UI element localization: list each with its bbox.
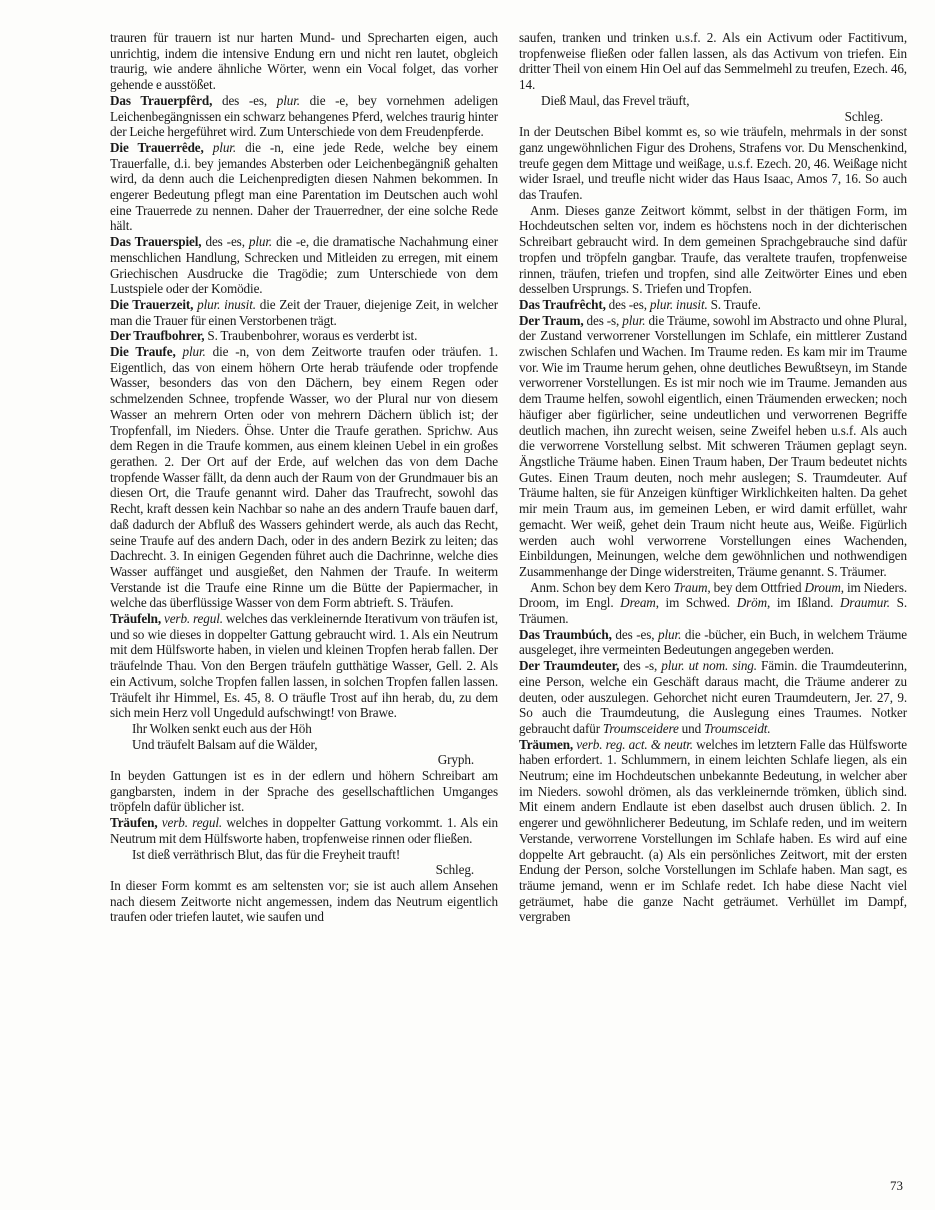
paragraph: [519, 203, 907, 297]
dictionary-entry: [519, 658, 907, 737]
dictionary-entry: [519, 737, 907, 925]
verse-quote: [519, 93, 907, 109]
grammar-label: plur.: [276, 92, 300, 108]
paragraph: [519, 580, 907, 627]
grammar-label: plur. inusit.: [197, 296, 256, 312]
grammar-label: plur. ut nom. sing.: [661, 658, 757, 674]
grammar-label: verb. reg. act. & neutr.: [576, 736, 693, 752]
paragraph: [519, 124, 907, 203]
verse-line: Ihr Wolken senkt euch aus der Höh: [132, 720, 312, 736]
text-run: des -s,: [583, 312, 623, 328]
text-run: [204, 140, 213, 155]
dictionary-entry: [110, 328, 498, 344]
headword: Träufen,: [110, 815, 158, 831]
grammar-label: Dream: [620, 595, 656, 611]
headword: Das Trauerspiel,: [110, 234, 202, 250]
paragraph: [110, 768, 498, 815]
grammar-label: Draumur.: [839, 595, 890, 611]
quote-attribution: Schleg.: [435, 862, 474, 878]
text-columns: [110, 30, 907, 925]
page-number: 73: [890, 1178, 903, 1193]
dictionary-entry: [110, 297, 498, 328]
text-run: S. Träumen.: [519, 595, 907, 627]
grammar-label: Traum: [673, 579, 708, 595]
text-run: Anm. Schon bey dem Kero: [530, 579, 674, 595]
text-run: , im Nieders. Droom, im Engl.: [519, 579, 908, 611]
headword: Träufeln,: [110, 611, 162, 627]
headword: Die Trauerzeit,: [110, 296, 194, 312]
text-run: S. Traufe.: [707, 296, 761, 312]
text-run: die -e, bey vornehmen adeligen Leichenbegängnissen ein schwarz behangenes Pferd, welches traurig hinter der Leiche hergeführet wird. Zum Unterschiede von dem Freudenpferde.: [110, 92, 498, 140]
quote-attribution: Schleg.: [844, 108, 883, 124]
left-column: [110, 30, 498, 925]
grammar-label: plur.: [622, 312, 646, 328]
text-run: die -bücher, ein Buch, in welchem Träume ausgeleget, ihre vermeinten Bedeutungen angegeben werden.: [519, 626, 907, 658]
text-run: die Träume, sowohl im Abstracto und ohne Plural, der Zustand verworrener Vorstellungen im Schlafe, ein mittlerer Zustand zwischen Schlafen und Wachen. Im Traume reden. Es kam mir im Traume vor. Wie im Traume herum gehen, ohne deutliches Bewußtseyn, im Stande verworrener Vorstellungen. Es ist mir noch wie im Traume. Jemanden aus dem Traume helfen, sowohl eigentlich, einen Träumenden erwecken; noch häufiger aber figürlicher, seine undeutlichen und verworrenen Begriffe deutlich machen, ihn zurecht weisen, seine Zweifel heben u.s.f. Als auch die verworrene Vorstellung selbst. Mit schweren Träumen geplagt seyn. Ängstliche Träume haben. Einen Traum haben, Der Traum bedeutet nichts Gutes. Einen Traum deuten, noch mehr auslegen; S. Traumdeuter. Auf Träume halten, sie für Anzeigen künftiger Wirklichkeiten halten. Da gehet mir mein Traum aus, im gemeinen Leben, er wird damit erfüllet, wahr gemacht. Wer weiß, gehet dein Traum nicht heute aus, Weiße. Figürlich werden auch wohl verworrene Vorstellungen eines Wachenden, Einbildungen, Meinungen, welche dem gewöhnlichen und nothwendigen Zusammenhange der Dinge widerstreiten, Träume genannt. S. Träumer.: [519, 312, 907, 579]
headword: Der Traumdeuter,: [519, 658, 620, 674]
grammar-label: plur.: [212, 139, 237, 155]
text-run: trauren für trauern ist nur harten Mund- und Sprecharten eigen, auch unrichtig, indem die intensive Endung ern und nicht ren lautet, obgleich traurig, wie andere ähnliche Wörter, wenn ein Vocal folget, das vorher gehende e ausstößet.: [110, 30, 498, 93]
text-run: Anm. Dieses ganze Zeitwort kömmt, selbst in der thätigen Form, im Hochdeutschen selten vor, indem es höchstens noch in der dichterischen Schreibart gebraucht wird. In dem gemeinen Sprachgebrauche sind dafür tropfen und tröpfeln gangbar. Traufe, das veraltete traufen, tropfenweise rinnen, träufen, triefen und tropfen, sind alle Zeitwörter Eines und eben desselben Ursprungs. S. Triefen und Tropfen.: [519, 202, 907, 297]
text-run: des -es,: [212, 92, 277, 108]
dictionary-entry: [519, 297, 907, 313]
dictionary-entry: [110, 611, 498, 721]
text-run: die -e, die dramatische Nachahmung einer menschlichen Handlung, Schrecken und Mitleiden zu erregen, mit einem Griechischen Ausdrucke die Tragödie; zum Unterschiede von dem Lustspiele oder der Komödie.: [110, 234, 499, 297]
paragraph: [110, 30, 498, 93]
quote-attribution: Gryph.: [437, 752, 474, 768]
text-run: des -es,: [201, 234, 249, 250]
text-run: des -es,: [605, 296, 650, 312]
text-run: saufen, tranken und trinken u.s.f. 2. Als ein Activum oder Factitivum, tropfenweise fließen oder fallen lassen, als das Activum von triefen. Ein dritter Theil von einem Hin Oel auf das Semmelmehl zu treufen, Ezech. 46, 14.: [519, 30, 907, 93]
grammar-label: Dröm: [736, 595, 768, 611]
headword: Die Trauerrêde,: [110, 139, 204, 155]
text-run: die Zeit der Trauer, diejenige Zeit, in welcher man die Trauer für einen Verstorbenen trägt.: [110, 296, 498, 328]
text-run: welches im letztern Falle das Hülfsworte haben erfordert. 1. Schlummern, in einem leichten Schlafe liegen, als ein Neutrum; eine im Hochdeutschen unbekannte Bedeutung, in welcher aber im Nieders. sowohl drömen, als das verkleinernde trömken, üblich sind. Mit einem andern Endlaute ist eben daselbst auch drusen üblich. 2. In engerer und gewöhnlicherer Bedeutung, im Schlafe reden, und im weitern Verstande, verworrene Vorstellungen im Schlafe haben. Es wird auf eine doppelte Art gebraucht. (a) Als ein persönliches Zeitwort, mit der ersten Endung der Person, solche Vorstellungen im Schlafe haben. Man sagt, es träume jemand, wenn er im Schlafe redet. Ich habe diese Nacht viel geträumet, habe die ganze Nacht geträumet. Verhüllet im Dampf, vergraben: [519, 736, 907, 925]
headword: Der Traum,: [519, 312, 584, 328]
text-run: In beyden Gattungen ist es in der edlern und höhern Schreibart am gangbarsten, indem in der Sprache des gesellschaftlichen Umganges tröpfeln dafür üblicher ist.: [110, 768, 498, 815]
grammar-label: Troumsceidt.: [703, 720, 771, 736]
text-run: In der Deutschen Bibel kommt es, so wie träufeln, mehrmals in der sonst ganz ungewöhnlichen Figur des Drohens, Strafens vor. Du Menschenkind, treufe gegen dem Mittage und weißage, u.s.f. Ezech. 20, 46. Weißage nicht wider Israel, und treufle nicht wider das Haus Isaac, Amos 7, 16. So auch das Traufen.: [519, 124, 907, 203]
dictionary-entry: [110, 93, 498, 140]
text-run: die -n, eine jede Rede, welche bey einem Trauerfalle, d.i. bey jemandes Absterben oder Leichenbegängniß gehalten wird, da denn auch die Leichenpredigten diesen Nahmen bekommen. In engerer Bedeutung pflegt man eine Parentation im Deutschen auch wohl eine Trauerrede zu nennen. Daher der Trauerredner, der eine solche Rede hält.: [110, 139, 499, 234]
grammar-label: verb. regul.: [163, 611, 223, 627]
verse-quote: [110, 721, 498, 752]
headword: Das Traufrêcht,: [519, 296, 606, 312]
verse-line: Und träufelt Balsam auf die Wälder,: [132, 736, 318, 752]
grammar-label: Troumsceidere: [602, 720, 679, 736]
text-run: S. Traubenbohrer, woraus es verderbt ist.: [204, 328, 418, 344]
dictionary-entry: [110, 140, 498, 234]
headword: Die Traufe,: [110, 344, 176, 360]
text-run: Fämin. die Traumdeuterinn, eine Person, welche ein Geschäft daraus macht, die Träume anderer zu deuten, oder auszulegen. Gehorchet nicht euren Traumdeutern, Jer. 27, 9. So auch die Traumdeutung, die Auslegung eines Traumes. Notker gebraucht dafür: [519, 658, 907, 736]
text-run: , im Ißland.: [767, 595, 840, 611]
grammar-label: plur. inusit.: [649, 296, 708, 312]
dictionary-entry: [110, 815, 498, 846]
dictionary-entry: [519, 313, 907, 580]
grammar-label: Droum: [804, 579, 841, 595]
headword: Träumen,: [519, 736, 574, 752]
grammar-label: plur.: [248, 234, 273, 250]
text-run: welches das verkleinernde Iterativum von träufen ist, und so wie dieses in doppelter Gattung gebraucht wird. 1. Als ein Neutrum mit dem Hülfsworte haben, in vielen und kleinen Tropfen herab fallen. Der träufelnde Thau. Von den Bergen träufeln gutthätige Wasser, Gell. 2. Als ein Activum, solche Tropfen fallen lassen, in solchen Tropfen fallen lassen. Träufelt ihr Himmel, Es. 45, 8. O träufle Trost auf ihn herab, du, zu dem sich mein Herz voll Ungeduld aufschwingt! von Brawe.: [110, 611, 498, 721]
text-run: , im Schwed.: [655, 595, 737, 611]
text-run: des -es,: [611, 626, 659, 642]
paragraph: [519, 30, 907, 93]
headword: Das Trauerpfêrd,: [110, 92, 213, 108]
dictionary-entry: [110, 344, 498, 611]
text-run: welches in doppelter Gattung vorkommt. 1. Als ein Neutrum mit dem Hülfsworte haben, tropfenweise rinnen oder fließen.: [110, 815, 498, 846]
paragraph: [110, 878, 498, 925]
verse-line: Ist dieß verräthrisch Blut, das für die Freyheit trauft!: [132, 846, 401, 862]
verse-line: Dieß Maul, das Frevel träuft,: [541, 92, 690, 108]
text-run: des -s,: [619, 658, 662, 674]
headword: Das Traumbúch,: [519, 626, 612, 642]
text-run: , bey dem Ottfried: [707, 579, 805, 595]
text-run: In dieser Form kommt es am seltensten vor; sie ist auch allem Ansehen nach diesem Zeitworte nicht angemessen, indem das Neutrum eigentlich traufen oder triefen lautet, wie saufen und: [110, 877, 498, 925]
grammar-label: verb. regul.: [161, 815, 223, 831]
text-run: und: [678, 720, 704, 736]
right-column: [519, 30, 907, 925]
headword: Der Traufbohrer,: [110, 328, 205, 344]
dictionary-entry: [519, 627, 907, 658]
dictionary-entry: [110, 234, 498, 297]
text-run: [176, 344, 183, 359]
text-run: die -n, von dem Zeitworte traufen oder träufen. 1. Eigentlich, das von einem höhern Orte herab träufende oder tropfende Wasser, besonders das von den Dächern, bey einem Regen oder schmelzenden Schnee, tropfende Wasser, wo der Plural nur von diesem Wasser an mehrern Orten oder von mehrern Dächern üblich ist; der Tropfenfall, im Nieders. Öhse. Unter die Traufe gerathen. Sprichw. Aus dem Regen in die Traufe kommen, aus einem kleinen Uebel in ein großes gerathen. 2. Der Ort auf der Erde, auf welchen das von dem Dache tropfende Wasser fällt, da denn auch der Raum von der Grundmauer bis an diesen Ort, die Traufe genannt wird. Daher das Traufrecht, sowohl das Recht, kraft dessen kein Nachbar so nahe an des andern Traufe bauen darf, daß dadurch der Abfluß des Wassers gehindert werde, als auch das Recht, seine Traufe auf des andern Dach, oder in des andern Bezirk zu leiten; das Dachrecht. 3. In einigen Gegenden führet auch die Dachrinne, welche dies Wasser auffänget und ausgießet, den Nahmen der Traufe. In weiterm Verstande ist die Traufe eine Rinne um die Bütte der Papiermacher, in welche das überflüssige Wasser von dem Form abtrieft. S. Träufen.: [110, 344, 498, 611]
grammar-label: plur.: [182, 344, 206, 360]
verse-quote: [110, 847, 498, 863]
grammar-label: plur.: [658, 626, 682, 642]
